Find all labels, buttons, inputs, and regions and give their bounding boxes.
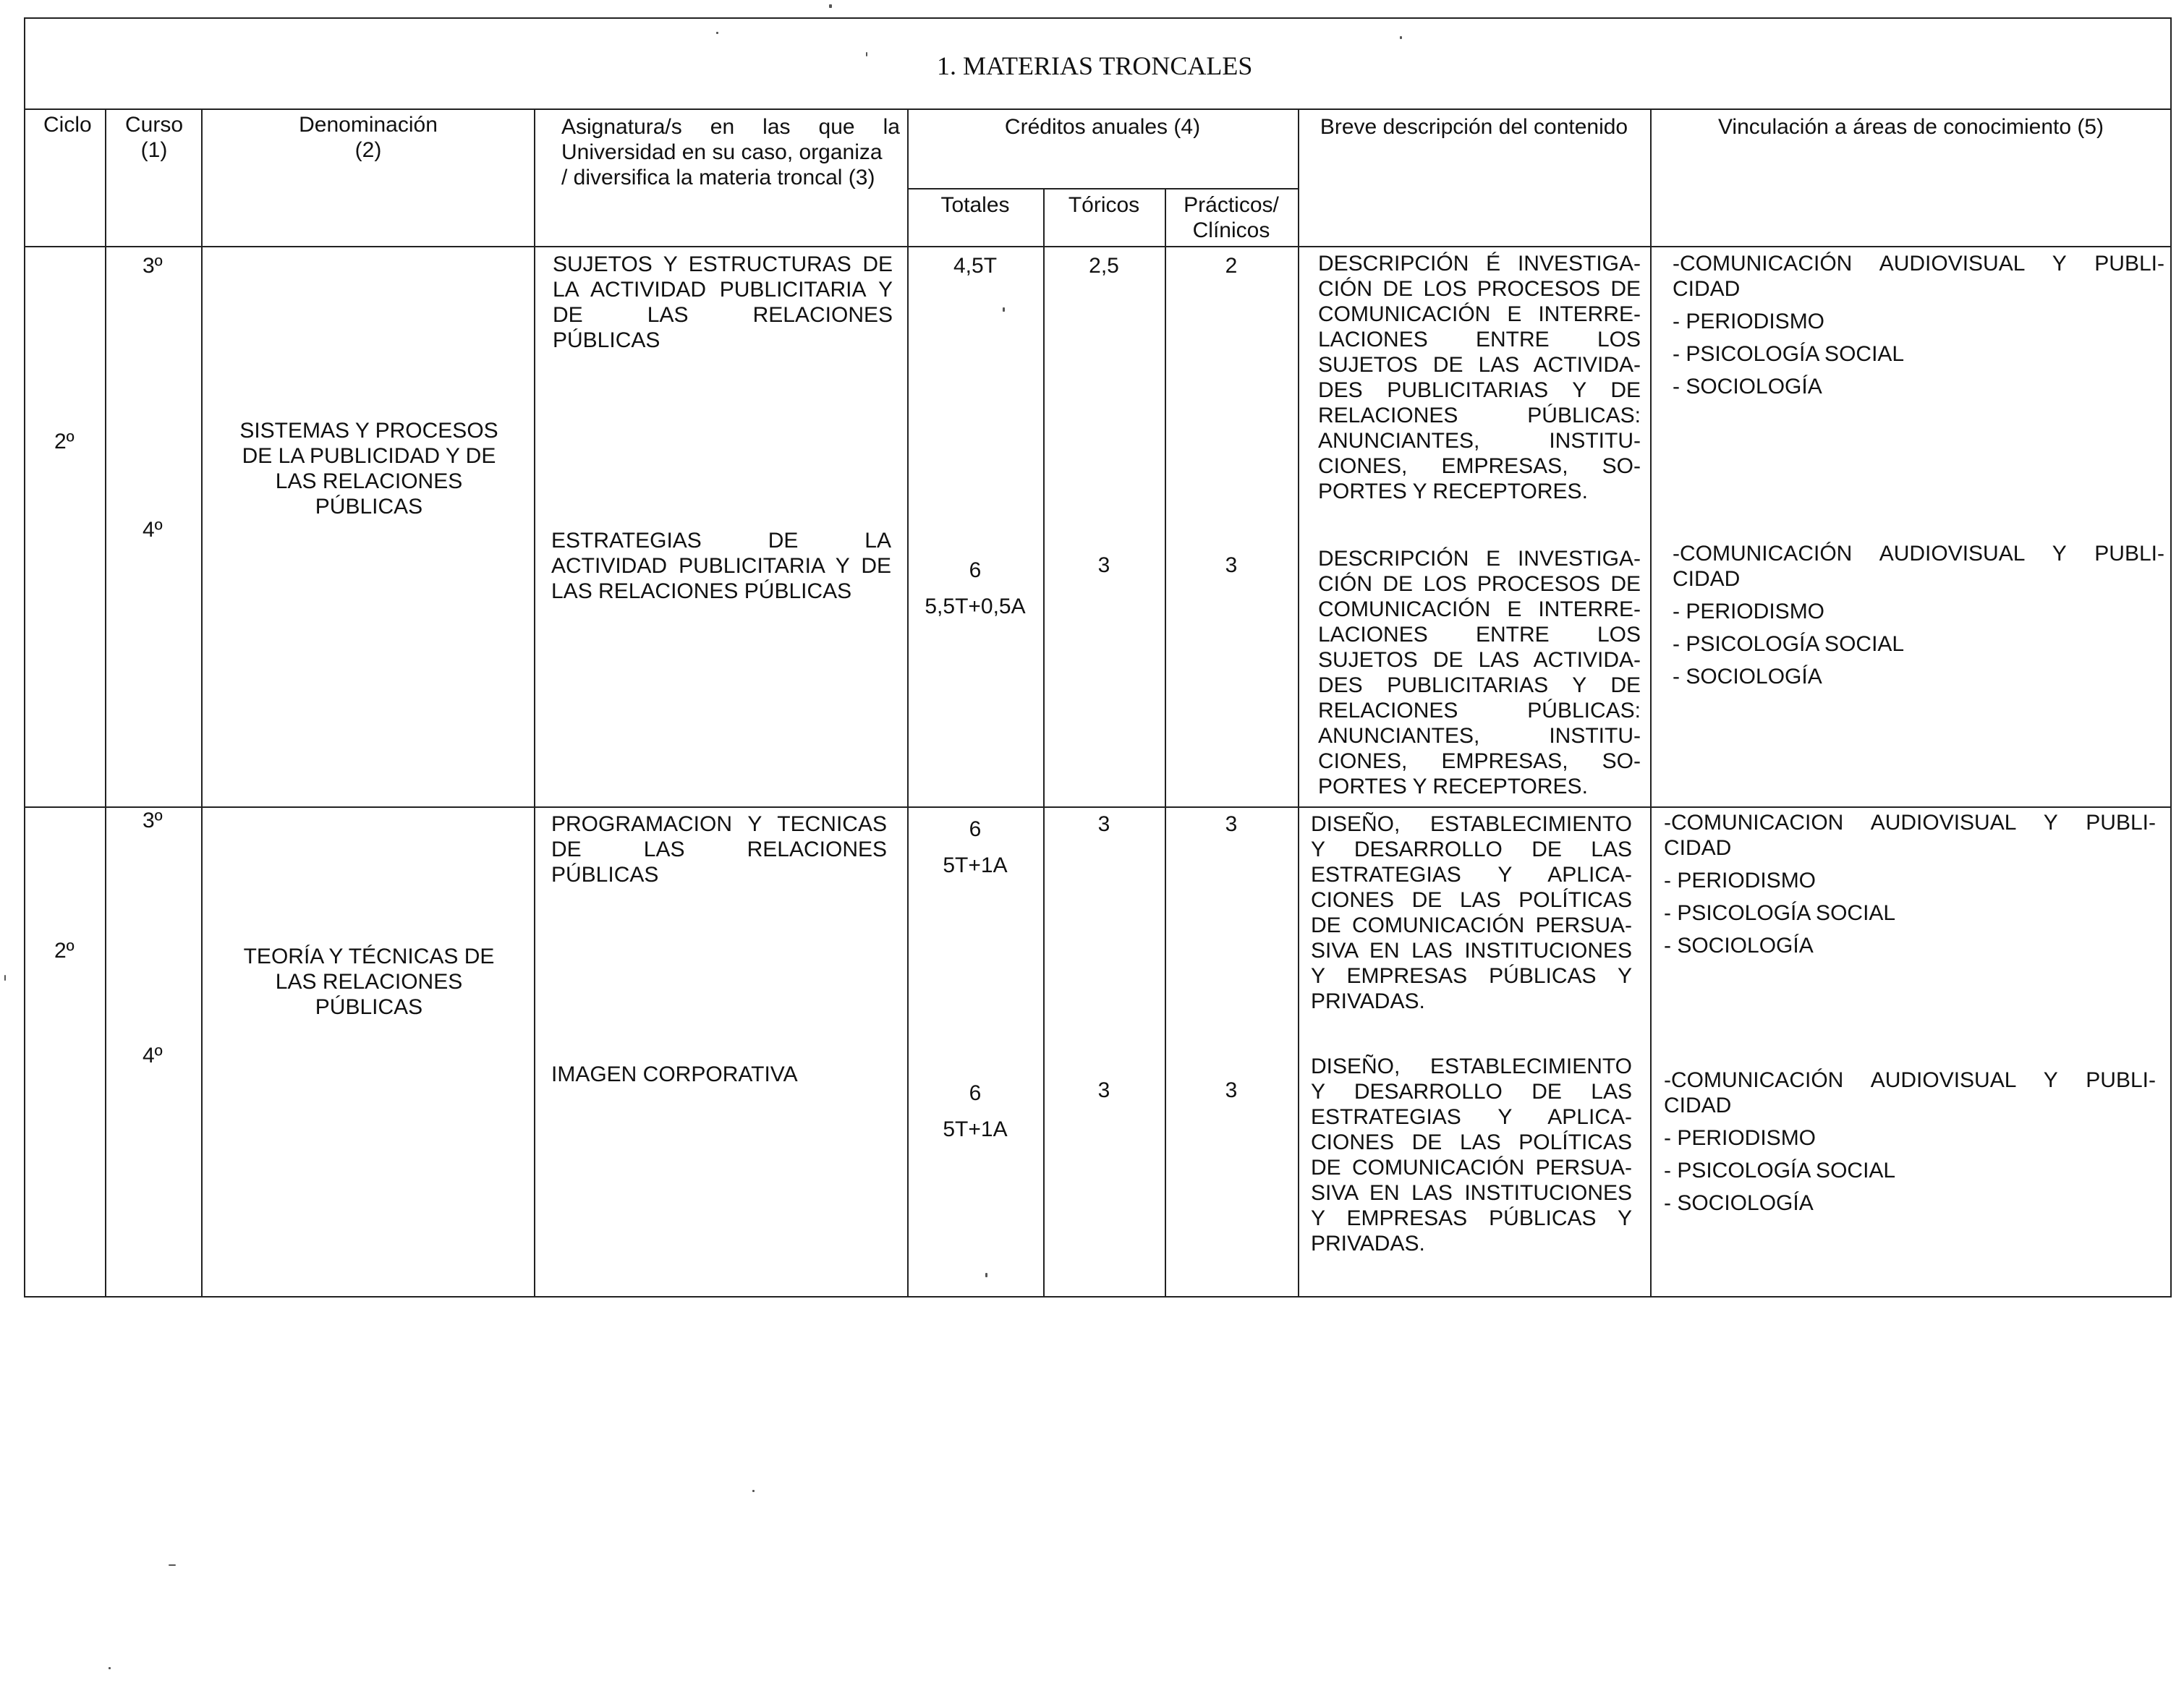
totales-cell	[907, 1075, 1043, 1148]
practicos-cell: 3	[1225, 553, 1238, 577]
descripcion-line: SIVA EN LAS INSTITUCIONES	[1311, 1181, 1632, 1205]
descripcion-line: LACIONES ENTRE LOS	[1318, 328, 1641, 351]
header-ciclo: Ciclo	[43, 113, 92, 137]
descripcion-line: Y EMPRESAS PÚBLICAS Y	[1311, 1206, 1632, 1230]
asignatura-line: LA ACTIVIDAD PUBLICITARIA Y	[553, 278, 893, 302]
areas-cell	[1664, 810, 2156, 958]
descripcion-cell	[1311, 1054, 1632, 1256]
header-asignatura	[561, 114, 900, 190]
areas-line: - SOCIOLOGÍA	[1673, 665, 1822, 689]
descripcion-line: ESTRATEGIAS Y APLICA-	[1311, 1105, 1632, 1129]
header-divider	[24, 246, 2172, 247]
areas-line: - PERIODISMO	[1673, 600, 1825, 623]
areas-line: -COMUNICACION AUDIOVISUAL Y PUBLI-	[1664, 811, 2156, 835]
descripcion-line: CIÓN DE LOS PROCESOS DE	[1318, 277, 1641, 301]
header-denominacion-line: (2)	[354, 138, 382, 162]
scan-speck	[169, 1564, 176, 1566]
asignatura-cell	[551, 528, 891, 604]
totales-cell	[907, 253, 1043, 278]
curso-cell: 3º	[143, 254, 163, 278]
header-totales: Totales	[940, 193, 1010, 217]
col-line-curso	[105, 108, 106, 1298]
descripcion-line: DISEÑO, ESTABLECIMIENTO	[1311, 812, 1632, 836]
denominacion-line: SISTEMAS Y PROCESOS	[239, 419, 498, 443]
descripcion-cell	[1311, 811, 1632, 1014]
denominacion-cell	[217, 944, 521, 1020]
header-denominacion-line: Denominación	[299, 113, 438, 137]
scan-speck	[716, 32, 718, 34]
areas-line: - PSICOLOGÍA SOCIAL	[1673, 342, 1905, 366]
asignatura-line: PÚBLICAS	[551, 863, 659, 887]
areas-line: - PSICOLOGÍA SOCIAL	[1664, 1159, 1896, 1183]
totales-line: 5,5T+0,5A	[925, 595, 1026, 618]
denominacion-line: DE LA PUBLICIDAD Y DE	[242, 444, 496, 468]
header-teoricos: Tóricos	[1068, 193, 1140, 217]
curso-cell: 4º	[143, 518, 163, 542]
descripcion-line: PRIVADAS.	[1311, 1232, 1425, 1256]
header-vinculacion: Vinculación a áreas de conocimiento (5)	[1717, 115, 2104, 139]
areas-cell	[1673, 541, 2164, 689]
page-title: 1. MATERIAS TRONCALES	[937, 51, 1253, 80]
col-line-asignatura	[534, 108, 535, 1298]
areas-cell	[1673, 251, 2164, 399]
descripcion-line: ESTRATEGIAS Y APLICA-	[1311, 863, 1632, 887]
asignatura-line: DE LAS RELACIONES	[551, 838, 887, 861]
descripcion-line: CIONES DE LAS POLÍTICAS	[1311, 1130, 1632, 1154]
descripcion-line: ANUNCIANTES, INSTITU-	[1318, 429, 1641, 453]
header-asignatura-line: Asignatura/s en las que la	[561, 115, 900, 139]
header-practicos	[1165, 192, 1298, 243]
descripcion-line: DESCRIPCIÓN É INVESTIGA-	[1318, 252, 1641, 276]
descripcion-line: DISEÑO, ESTABLECIMIENTO	[1311, 1054, 1632, 1078]
scan-speck	[752, 1490, 755, 1492]
practicos-cell: 3	[1225, 812, 1238, 836]
asignatura-line: PÚBLICAS	[553, 328, 660, 352]
areas-line: CIDAD	[1673, 277, 1741, 301]
asignatura-line: ACTIVIDAD PUBLICITARIA Y DE	[551, 554, 891, 578]
denominacion-line: LAS RELACIONES	[275, 469, 463, 493]
practicos-cell: 2	[1225, 254, 1238, 278]
totales-line: 5T+1A	[943, 853, 1008, 877]
header-practicos-line: Clínicos	[1192, 218, 1270, 242]
descripcion-line: DE COMUNICACIÓN PERSUA-	[1311, 1156, 1632, 1180]
descripcion-line: Y DESARROLLO DE LAS	[1311, 1080, 1632, 1104]
areas-line: - PERIODISMO	[1664, 869, 1817, 892]
descripcion-line: RELACIONES PÚBLICAS:	[1318, 404, 1641, 427]
descripcion-line: LACIONES ENTRE LOS	[1318, 623, 1641, 647]
areas-line: - PSICOLOGÍA SOCIAL	[1673, 632, 1905, 656]
descripcion-line: CIONES, EMPRESAS, SO-	[1318, 454, 1641, 478]
ciclo-cell: 2º	[54, 939, 75, 963]
creditos-subheader-divider	[907, 188, 1298, 189]
descripcion-line: PORTES Y RECEPTORES.	[1318, 775, 1588, 798]
descripcion-line: DESCRIPCIÓN E INVESTIGA-	[1318, 547, 1641, 571]
totales-line: 6	[969, 1081, 982, 1105]
col-line-descripcion	[1298, 108, 1299, 1298]
descripcion-line: SUJETOS DE LAS ACTIVIDA-	[1318, 648, 1641, 672]
areas-line: CIDAD	[1673, 567, 1741, 591]
scan-speck	[1400, 36, 1402, 39]
areas-line: - PERIODISMO	[1664, 1126, 1817, 1150]
descripcion-line: CIONES, EMPRESAS, SO-	[1318, 749, 1641, 773]
asignatura-line: ESTRATEGIAS DE LA	[551, 529, 891, 553]
col-line-vinculacion	[1650, 108, 1652, 1298]
asignatura-cell	[551, 811, 887, 887]
asignatura-line: DE LAS RELACIONES	[553, 303, 893, 327]
col-line-teoricos	[1043, 188, 1045, 1298]
areas-line: - PERIODISMO	[1673, 310, 1825, 333]
scan-speck	[866, 52, 867, 56]
descripcion-line: Y EMPRESAS PÚBLICAS Y	[1311, 964, 1632, 988]
areas-line: - SOCIOLOGÍA	[1673, 375, 1822, 399]
scan-speck	[985, 1273, 987, 1277]
col-line-practicos	[1165, 188, 1166, 1298]
areas-line: -COMUNICACIÓN AUDIOVISUAL Y PUBLI-	[1673, 252, 2164, 276]
areas-line: CIDAD	[1664, 1094, 1732, 1117]
denominacion-line: PÚBLICAS	[315, 995, 423, 1019]
totales-line: 6	[969, 558, 982, 582]
ciclo-cell: 2º	[54, 430, 75, 453]
teoricos-cell: 3	[1097, 553, 1110, 577]
curso-cell: 3º	[143, 809, 163, 832]
descripcion-line: DES PUBLICITARIAS Y DE	[1318, 378, 1641, 402]
descripcion-line: SIVA EN LAS INSTITUCIONES	[1311, 939, 1632, 963]
areas-cell	[1664, 1068, 2156, 1216]
descripcion-line: DE COMUNICACIÓN PERSUA-	[1311, 913, 1632, 937]
totales-line: 5T+1A	[943, 1117, 1008, 1141]
teoricos-cell: 3	[1097, 1078, 1110, 1102]
scan-speck	[4, 975, 6, 981]
totales-line: 4,5T	[953, 254, 998, 278]
descripcion-line: CIONES DE LAS POLÍTICAS	[1311, 888, 1632, 912]
denominacion-cell	[217, 418, 521, 519]
header-descripcion: Breve descripción del contenido	[1320, 115, 1628, 139]
totales-cell	[907, 553, 1043, 625]
areas-line: - SOCIOLOGÍA	[1664, 1191, 1814, 1215]
scan-speck	[1003, 307, 1005, 312]
descripcion-line: RELACIONES PÚBLICAS:	[1318, 699, 1641, 723]
descripcion-line: Y DESARROLLO DE LAS	[1311, 838, 1632, 861]
denominacion-line: PÚBLICAS	[315, 495, 423, 519]
areas-line: - SOCIOLOGÍA	[1664, 934, 1814, 958]
header-creditos: Créditos anuales (4)	[1004, 115, 1201, 139]
col-line-denominacion	[201, 108, 203, 1298]
header-curso	[107, 112, 201, 163]
descripcion-line: PRIVADAS.	[1311, 989, 1425, 1013]
descripcion-line: PORTES Y RECEPTORES.	[1318, 480, 1588, 503]
descripcion-line: COMUNICACIÓN E INTERRE-	[1318, 597, 1641, 621]
title-divider	[24, 108, 2172, 110]
descripcion-cell	[1318, 251, 1641, 504]
descripcion-cell	[1318, 546, 1641, 799]
descripcion-line: CIÓN DE LOS PROCESOS DE	[1318, 572, 1641, 596]
header-practicos-line: Prácticos/	[1184, 193, 1279, 217]
asignatura-line: LAS RELACIONES PÚBLICAS	[551, 579, 852, 603]
areas-line: CIDAD	[1664, 836, 1732, 860]
header-asignatura-line: / diversifica la materia troncal (3)	[561, 166, 875, 189]
areas-line: -COMUNICACIÓN AUDIOVISUAL Y PUBLI-	[1673, 542, 2164, 566]
scan-speck	[829, 4, 832, 8]
asignatura-line: PROGRAMACION Y TECNICAS	[551, 812, 887, 836]
descripcion-line: ANUNCIANTES, INSTITU-	[1318, 724, 1641, 748]
header-curso-line: Curso	[124, 113, 184, 137]
asignatura-cell	[553, 252, 893, 353]
header-denominacion	[203, 112, 534, 163]
totales-line: 6	[969, 817, 982, 841]
descripcion-line: SUJETOS DE LAS ACTIVIDA-	[1318, 353, 1641, 377]
asignatura-line: IMAGEN CORPORATIVA	[551, 1062, 798, 1086]
teoricos-cell: 3	[1097, 812, 1110, 836]
practicos-cell: 3	[1225, 1078, 1238, 1102]
descripcion-line: COMUNICACIÓN E INTERRE-	[1318, 302, 1641, 326]
totales-cell	[907, 811, 1043, 884]
denominacion-line: LAS RELACIONES	[275, 970, 463, 994]
areas-line: - PSICOLOGÍA SOCIAL	[1664, 901, 1896, 925]
teoricos-cell: 2,5	[1089, 254, 1119, 278]
curso-cell: 4º	[143, 1044, 163, 1068]
header-curso-line: (1)	[140, 138, 168, 162]
asignatura-cell	[551, 1062, 887, 1087]
descripcion-line: DES PUBLICITARIAS Y DE	[1318, 673, 1641, 697]
header-asignatura-line: Universidad en su caso, organiza	[561, 140, 883, 164]
areas-line: -COMUNICACIÓN AUDIOVISUAL Y PUBLI-	[1664, 1068, 2156, 1092]
group-divider	[24, 806, 2172, 808]
asignatura-line: SUJETOS Y ESTRUCTURAS DE	[553, 252, 893, 276]
scan-speck	[109, 1667, 111, 1669]
denominacion-line: TEORÍA Y TÉCNICAS DE	[243, 945, 495, 968]
